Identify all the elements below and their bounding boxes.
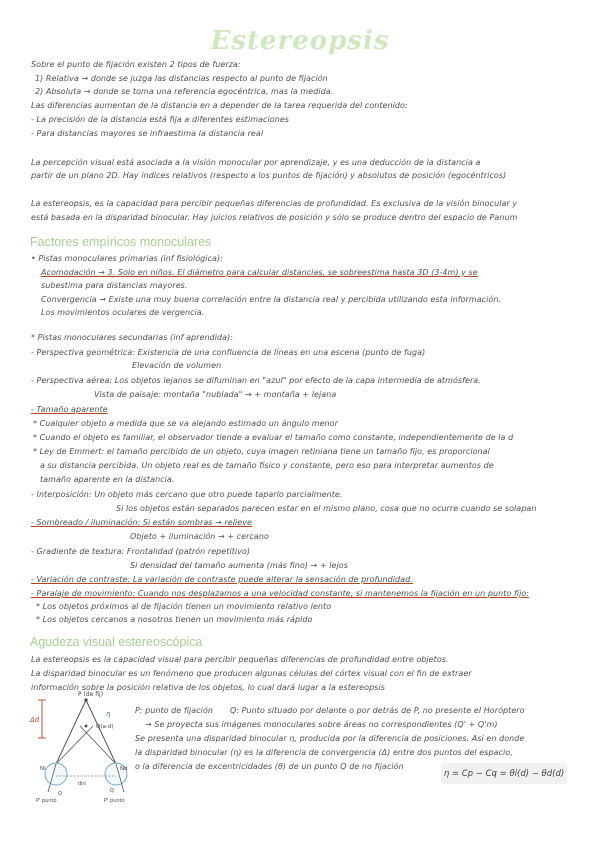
paragraph-line: está basada en la disparidad binocular. Hay juicios relativos de posición y sólo se produce dentro del espacio de Panum xyxy=(31,213,518,222)
list-item: Elevación de volumen xyxy=(132,361,222,370)
list-item: Si los objetos están separados parecen estar en el mismo plano, cosa que no ocurre cuando se solapan xyxy=(116,504,537,513)
diagram-note: P: punto de fijación xyxy=(135,706,214,715)
intro-line: Las diferencias aumentan de la distancia en a depender de la tarea requerida del contenido: xyxy=(31,101,408,110)
nd-label: Nd xyxy=(120,766,128,772)
list-item: - Sombreado / iluminación: Si están sombras → relieve xyxy=(31,518,253,527)
intro-line: - La precisión de la distancia está fija a diferentes estimaciones xyxy=(31,115,290,124)
list-item: * Cuando el objeto es familiar, el observador tiende a evaluar el tamaño como constante, independientemente de la d xyxy=(33,433,514,442)
list-item: * Ley de Emmert: el tamaño percibido de un objeto, cuya imagen retiniana tiene un tamaño fijo, es proporcional xyxy=(33,447,490,456)
paragraph-line: La estereopsis, es la capacidad para percibir pequeñas diferencias de profundidad. Es exclusiva de la visión binocular y xyxy=(31,199,518,208)
diagram-note: Q: Punto situado por delante o por detrás de P, no presente el Horóptero xyxy=(230,706,525,715)
list-item: Si densidad del tamaño aumenta (más fino) → + lejos xyxy=(130,561,348,570)
list-item: - Paralaje de movimiento: Cuando nos desplazamos a una velocidad constante, si mantenemos la fijación en un punto fijo: xyxy=(31,589,530,598)
ni-label: Ni xyxy=(40,766,46,772)
page-title: Estereopsis xyxy=(210,26,390,56)
visual-axis-right xyxy=(86,700,116,764)
paragraph-line: La percepción visual está asociada a la visión monocular por aprendizaje, y es una deducción de la distancia a xyxy=(31,158,481,167)
list-item: subestima para distancias mayores. xyxy=(41,281,188,290)
paragraph-line: La disparidad binocular es un fenómeno que producen algunas células del córtex visual con el fin de extraer xyxy=(31,669,472,678)
left-q-projection: Q xyxy=(58,791,62,797)
list-item: a su distancia percibida. Un objeto real es de tamaño físico y constante, pero eso para interpretar aumentos de xyxy=(40,461,494,470)
list-item: * Los objetos próximos al de fijación tienen un movimiento relativo lento xyxy=(36,602,332,611)
left-eye xyxy=(45,763,67,785)
list-item: - Interposición: Un objeto más cercano que otro puede taparlo parcialmente. xyxy=(31,490,343,499)
list-item: Acomodación → 3. Solo en niños. El diámetro para calcular distancias, se sobreestima hasta 3D (3-4m) y se xyxy=(41,268,478,277)
left-retina-label: P' punto xyxy=(36,798,57,804)
diagram-note: la disparidad binocular (η) es la diferencia de convergencia (Δ) entre dos puntos del espacio, xyxy=(135,748,513,757)
diagram-note: Se presenta una disparidad binocular η, producida por la diferencia de posiciones. Así en donde xyxy=(135,734,525,743)
intro-line: 1) Relativa → donde se juzga las distancias respecto al punto de fijación xyxy=(35,74,328,83)
list-item: * Los objetos cercanos a nosotros tienen un movimiento más rápido xyxy=(36,615,313,624)
visual-axis-left xyxy=(56,700,86,764)
list-item: - Gradiente de textura: Frontalidad (patrón repetitivo) xyxy=(31,547,251,556)
section-heading: Factores empíricos monoculares xyxy=(30,235,212,249)
intro-line: - Para distancias mayores se infraestima la distancia real xyxy=(31,129,264,138)
eta-label: η xyxy=(106,710,111,718)
fixation-label: P (de fij) xyxy=(78,691,104,698)
list-item: - Tamaño aparente xyxy=(31,405,108,414)
list-item: • Pistas monoculares primarias (inf fisiológica): xyxy=(31,254,223,263)
list-item: - Perspectiva geométrica: Existencia de una confluencia de líneas en una escena (punto de fuga) xyxy=(31,348,426,357)
disparity-formula: η = Cp − Cq = θi(d) − θd(d) xyxy=(441,763,567,784)
q-point xyxy=(85,725,88,728)
list-item: Objeto + iluminación → + cercano xyxy=(130,532,269,541)
list-item: Los movimientos oculares de vergencia. xyxy=(41,308,205,317)
intro-line: 2) Absoluta → donde se toma una referencia egocéntrica, mas la medida. xyxy=(35,87,334,96)
diagram-note: o la diferencia de excentricidades (θ) de un punto Q de no fijación xyxy=(135,762,404,771)
dni-label: dni xyxy=(78,781,86,787)
intro-line: Sobre el punto de fijación existen 2 tipos de fuerza: xyxy=(31,60,241,69)
right-q-projection: Q xyxy=(110,788,114,794)
diagram-note: → Se proyecta sus imágenes monoculares sobre áreas no correspondientes (Q' + Q'm) xyxy=(145,720,498,729)
list-item: Vista de paisaje: montaña "nublada" → + montaña + lejana xyxy=(94,390,337,399)
paragraph-line: información sobre la posición relativa de los objetos, lo cual dará lugar a la estereopsis xyxy=(31,683,385,692)
list-item: - Variación de contraste: La variación de contraste puede alterar la sensación de profundidad. xyxy=(31,575,413,584)
delta-d-label: Δd xyxy=(30,716,40,724)
fixation-point xyxy=(84,698,87,701)
stereopsis-diagram xyxy=(28,688,138,808)
list-item: Convergencia → Existe una muy buena correlación entre la distancia real y percibida utilizando esta información. xyxy=(41,295,502,304)
q-line-right xyxy=(80,726,116,764)
list-item: * Cualquier objeto a medida que se va alejando estimado un ángulo menor xyxy=(33,419,338,428)
q-line-left xyxy=(56,726,93,764)
list-item: - Perspectiva aérea: Los objetos lejanos se difuminan en "azul" por efecto de la capa intermedia de atmósfera. xyxy=(31,376,481,385)
paragraph-line: partir de un plano 2D. Hay índices relativos (respecto a los puntos de fijación) y absolutos de posición (egocéntricos) xyxy=(31,171,507,180)
paragraph-line: La estereopsis es la capacidad visual para percibir pequeñas diferencias de profundidad entre objetos. xyxy=(31,655,449,664)
right-retina-label: P' punto xyxy=(104,798,125,804)
q-label: Q(a-d) xyxy=(96,724,114,730)
section-heading: Agudeza visual estereoscópica xyxy=(30,635,203,649)
list-item: * Pistas monoculares secundarias (inf aprendida): xyxy=(31,333,233,342)
list-item: tamaño aparente en la distancia. xyxy=(40,475,175,484)
